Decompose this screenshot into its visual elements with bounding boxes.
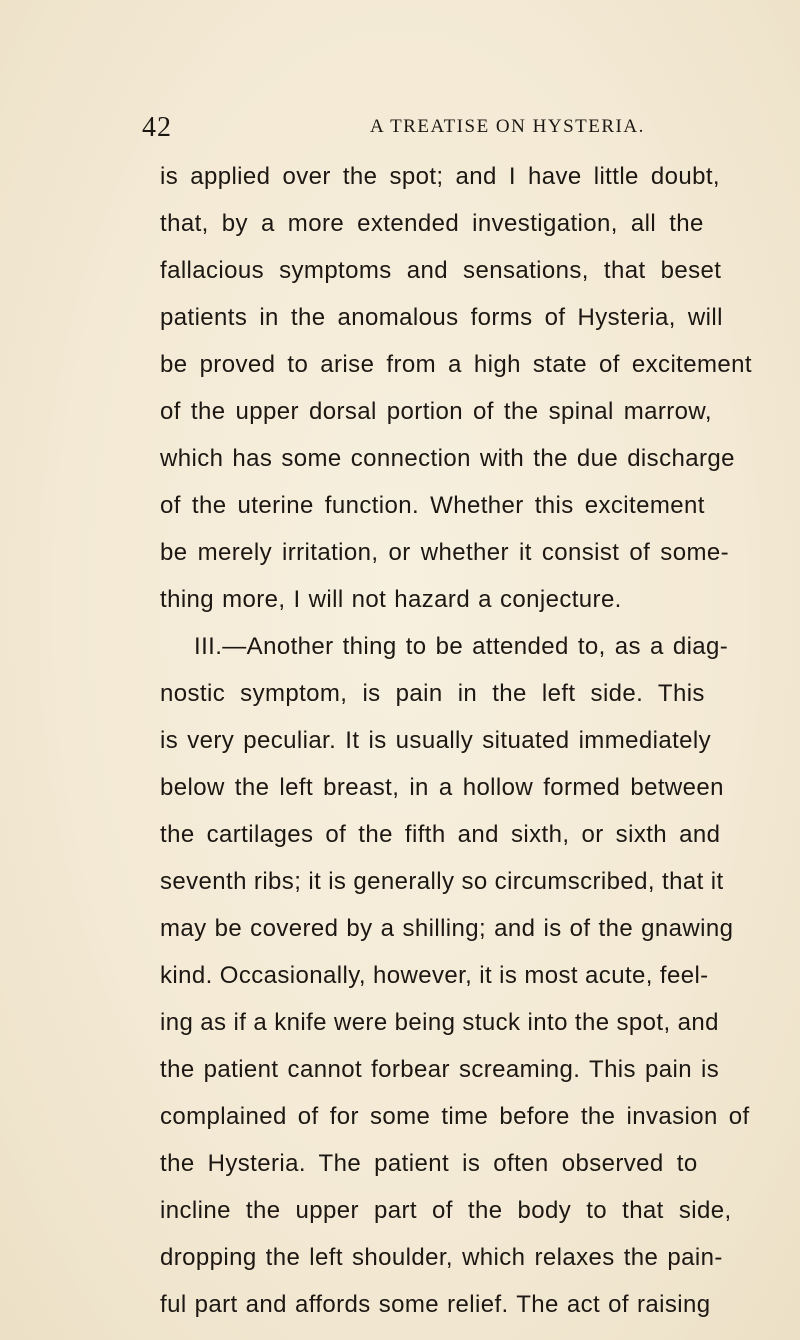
- text-line: the patient cannot forbear screaming. This pain is: [160, 1056, 720, 1083]
- text-line: patients in the anomalous forms of Hysteria, will: [160, 304, 723, 331]
- text-line: dropping the left shoulder, which relaxes the pain-: [160, 1244, 723, 1271]
- text-line: incline the upper part of the body to that side,: [160, 1197, 732, 1224]
- text-line: that, by a more extended investigation, all the: [160, 210, 704, 237]
- text-line: is very peculiar. It is usually situated immediately: [160, 727, 712, 754]
- text-line: the Hysteria. The patient is often observed to: [160, 1150, 698, 1177]
- text-line: thing more, I will not hazard a conjecture.: [160, 586, 622, 613]
- text-line: be merely irritation, or whether it consist of some-: [160, 539, 729, 566]
- text-line: complained of for some time before the invasion of: [160, 1103, 750, 1130]
- text-line: ing as if a knife were being stuck into the spot, and: [160, 1009, 719, 1036]
- text-line: fallacious symptoms and sensations, that beset: [160, 257, 722, 284]
- text-line: the cartilages of the fifth and sixth, or sixth and: [160, 821, 721, 848]
- text-line: is applied over the spot; and I have little doubt,: [160, 163, 720, 190]
- text-line: which has some connection with the due discharge: [160, 445, 735, 472]
- text-line: be proved to arise from a high state of excitement: [160, 351, 752, 378]
- text-line: below the left breast, in a hollow formed between: [160, 774, 724, 801]
- page-header: [142, 112, 702, 152]
- page-number: 42: [142, 112, 172, 143]
- text-line: kind. Occasionally, however, it is most acute, feel-: [160, 962, 709, 989]
- running-title: A TREATISE ON HYSTERIA.: [370, 116, 645, 137]
- text-line: ful part and affords some relief. The act of raising: [160, 1291, 711, 1318]
- text-line: seventh ribs; it is generally so circumscribed, that it: [160, 868, 724, 895]
- text-line: may be covered by a shilling; and is of the gnawing: [160, 915, 734, 942]
- text-line: of the uterine function. Whether this excitement: [160, 492, 705, 519]
- section-start-line: III.—Another thing to be attended to, as a diag-: [194, 633, 729, 660]
- text-line: of the upper dorsal portion of the spinal marrow,: [160, 398, 712, 425]
- text-line: nostic symptom, is pain in the left side. This: [160, 680, 705, 707]
